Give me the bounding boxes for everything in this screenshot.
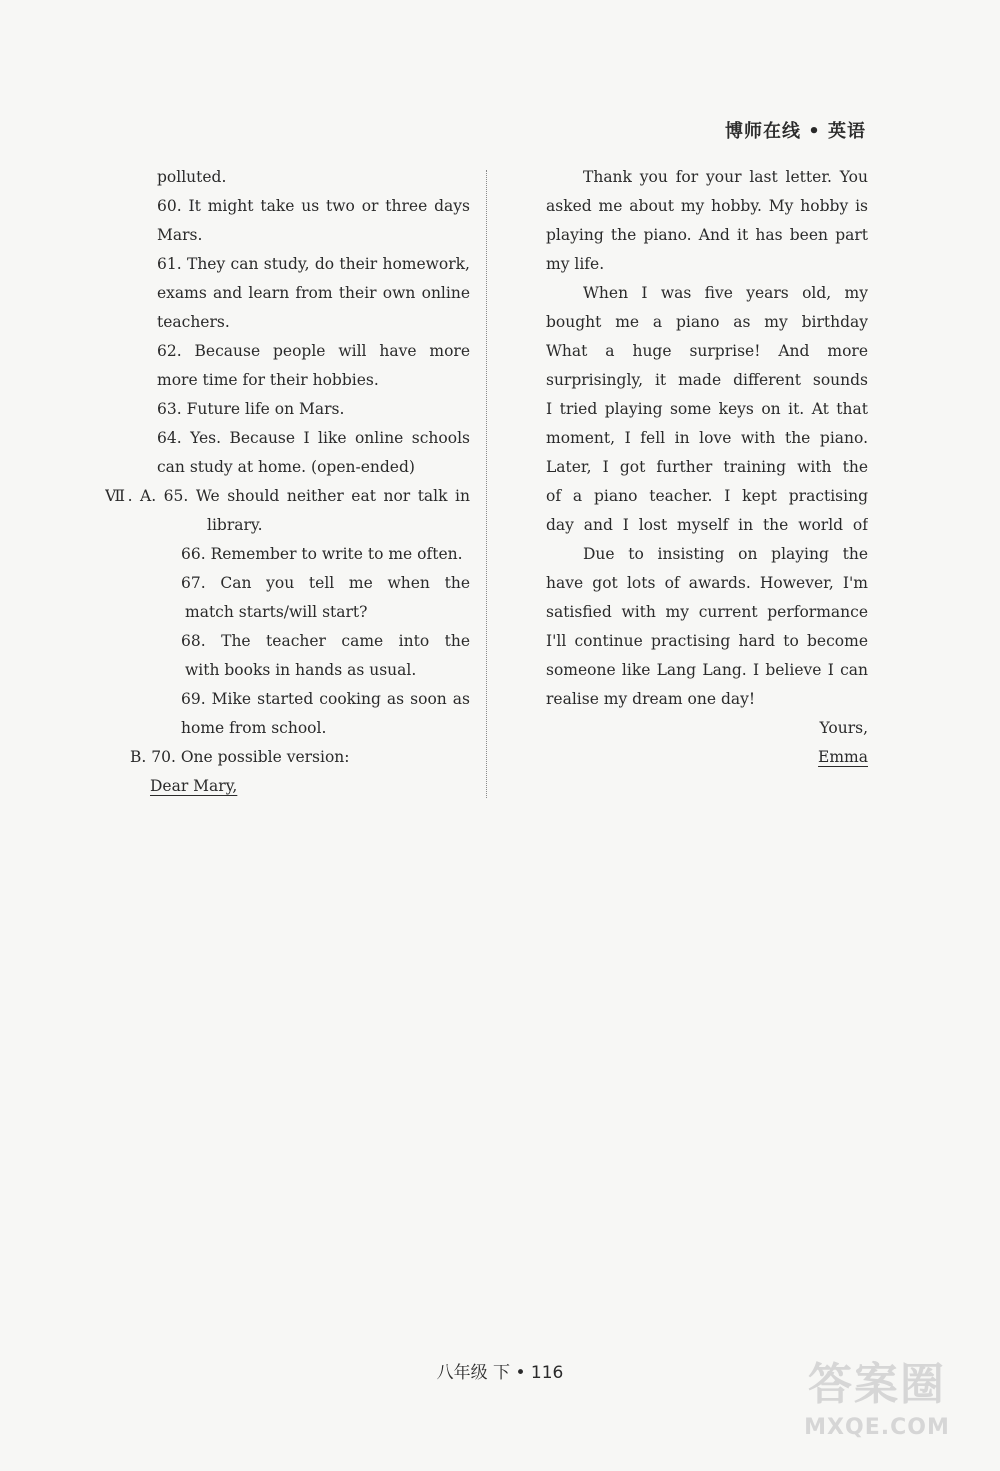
page-header-title: 博师在线 • 英语: [724, 121, 866, 142]
letter-line: playing the piano. And it has been part: [546, 226, 868, 244]
answer-line: teachers.: [157, 313, 230, 331]
answer-line: exams and learn from their own online: [157, 284, 470, 302]
letter-line: I tried playing some keys on it. At that: [546, 400, 868, 418]
letter-line: day and I lost myself in the world of: [546, 516, 868, 534]
letter-line: realise my dream one day!: [546, 690, 756, 708]
letter-line: my life.: [546, 255, 605, 273]
letter-line: surprisingly, it made different sounds: [546, 371, 868, 389]
answer-column-left: [105, 163, 470, 801]
answer-line: 61. They can study, do their homework,: [157, 255, 470, 273]
letter-line: What a huge surprise! And more: [546, 342, 868, 360]
letter-line: I'll continue practising hard to become: [546, 632, 868, 650]
column-divider: [486, 170, 487, 798]
letter-line: satisfied with my current performance: [546, 603, 868, 621]
answer-line: Mars.: [157, 226, 203, 244]
answer-line: 62. Because people will have more: [157, 342, 470, 360]
answer-line: 63. Future life on Mars.: [157, 400, 345, 418]
answer-line: 64. Yes. Because I like online schools: [157, 429, 470, 447]
letter-line: have got lots of awards. However, I'm: [546, 574, 868, 592]
answer-line: can study at home. (open-ended): [157, 458, 415, 476]
watermark-site-text: MXQE.COM: [804, 1415, 950, 1440]
watermark-logo-text: 答案圈: [808, 1359, 946, 1410]
answer-line: home from school.: [181, 719, 327, 737]
answer-line: 68. The teacher came into the: [181, 632, 470, 650]
letter-line: Thank you for your last letter. You: [583, 168, 868, 186]
answer-line: Dear Mary,: [150, 777, 238, 795]
letter-line: asked me about my hobby. My hobby is: [546, 197, 868, 215]
letter-closing: Yours,: [819, 719, 868, 737]
answer-line: 67. Can you tell me when the: [181, 574, 470, 592]
answer-line: library.: [207, 516, 263, 534]
letter-line: of a piano teacher. I kept practising: [546, 487, 868, 505]
signature-name: Emma: [818, 748, 868, 766]
answer-line: 66. Remember to write to me often.: [181, 545, 463, 563]
letter-line: moment, I fell in love with the piano.: [546, 429, 868, 447]
letter-line: Later, I got further training with the: [546, 458, 868, 476]
answer-line: with books in hands as usual.: [185, 661, 417, 679]
answer-line: 60. It might take us two or three days: [157, 197, 470, 215]
answer-line: more time for their hobbies.: [157, 371, 379, 389]
letter-line: Due to insisting on playing the: [583, 545, 868, 563]
letter-line: bought me a piano as my birthday: [546, 313, 868, 331]
answer-line: match starts/will start?: [185, 603, 368, 621]
letter-signature: [546, 743, 868, 772]
watermark-logo: [782, 1355, 972, 1455]
letter-line: someone like Lang Lang. I believe I can: [546, 661, 868, 679]
letter-column-right: [546, 163, 868, 772]
answer-line: Ⅶ. A. 65. We should neither eat nor talk in: [105, 487, 470, 505]
answer-line: polluted.: [157, 168, 227, 186]
page-footer: 八年级 下 • 116: [436, 1363, 564, 1383]
letter-line: When I was five years old, my: [583, 284, 868, 302]
answer-line: B. 70. One possible version:: [130, 748, 350, 766]
answer-line: 69. Mike started cooking as soon as: [181, 690, 470, 708]
